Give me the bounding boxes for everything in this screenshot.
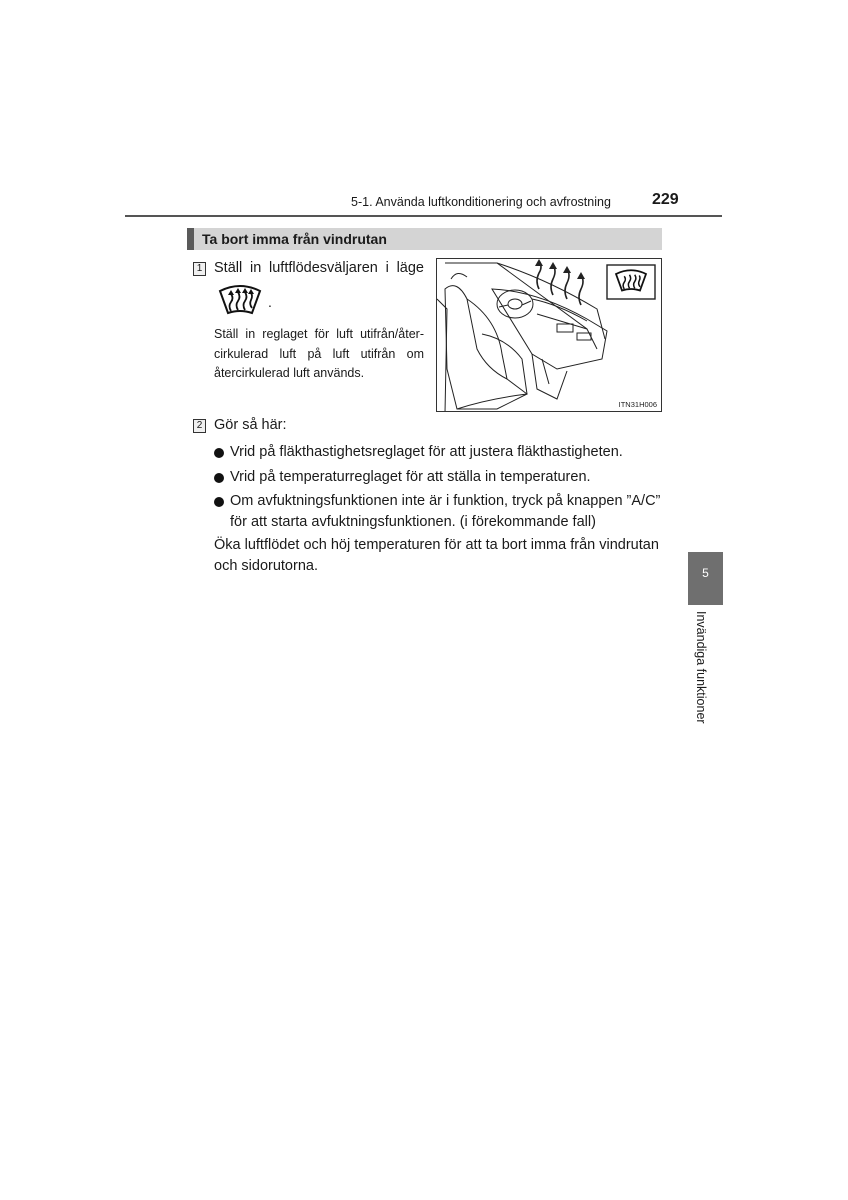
list-item — [214, 442, 664, 463]
step-2-closing-text: Öka luftflödet och höj temperaturen för att ta bort imma från vindrutan och sidorutorna. — [214, 537, 659, 574]
section-title: Ta bort imma från vindrutan — [202, 231, 387, 247]
bullet-text: Om avfuktningsfunktionen inte är i funktion, tryck på knappen ”A/C” för att starta avfuktningsfunktionen. (i förekommande fall) — [230, 493, 661, 530]
chapter-tab-label: Invändiga funktioner — [694, 611, 708, 724]
step-1-text: Ställ in luftflödesväljaren i läge — [214, 260, 424, 276]
section-heading-bar — [187, 228, 662, 250]
bullet-icon — [214, 448, 224, 458]
chapter-tab-number: 5 — [702, 566, 709, 580]
windshield-defrost-icon — [216, 283, 264, 317]
chapter-title: 5-1. Använda luftkonditionering och avfrostning — [351, 195, 611, 209]
list-item — [214, 467, 664, 488]
bullet-icon — [214, 473, 224, 483]
step-number-1: 1 — [193, 262, 206, 276]
step-number-2: 2 — [193, 419, 206, 433]
step-1-note: Ställ in reglaget för luft utifrån/återcirkulerad luft på luft utifrån om återcirkulerad luft används. — [214, 327, 424, 380]
header-divider — [125, 215, 722, 217]
chapter-tab[interactable] — [688, 552, 723, 605]
dashboard-illustration — [436, 258, 662, 412]
step-2-bullet-list — [214, 442, 664, 536]
bullet-icon — [214, 497, 224, 507]
bullet-text: Vrid på fläkthastighetsreglaget för att justera fläkthastigheten. — [230, 444, 623, 460]
list-item — [214, 491, 664, 532]
step-2-text: Gör så här: — [214, 417, 287, 433]
figure-code: ITN31H006 — [618, 400, 657, 409]
bullet-text: Vrid på temperaturreglaget för att ställa in temperaturen. — [230, 468, 591, 485]
step-1-period: . — [268, 294, 272, 310]
car-interior-drawing — [437, 259, 662, 412]
page-number: 229 — [652, 191, 679, 208]
